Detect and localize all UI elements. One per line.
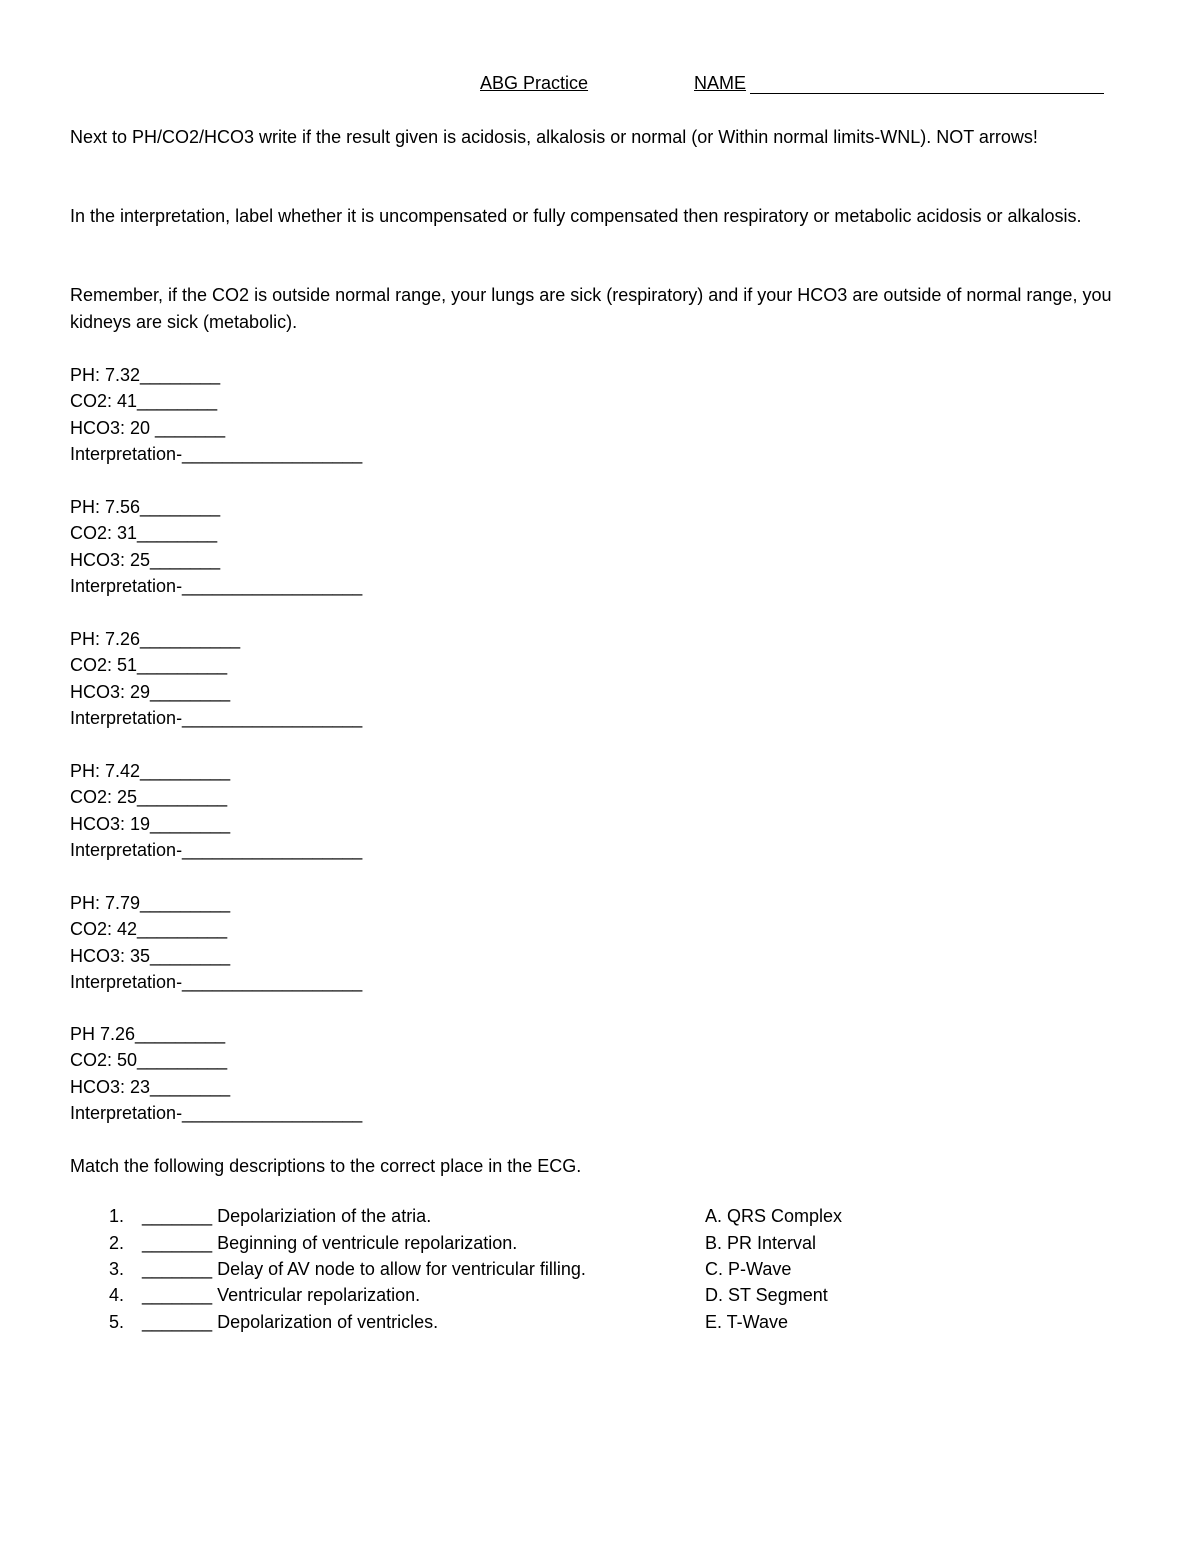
- co2-line[interactable]: CO2: 31________: [70, 523, 218, 544]
- hco3-line[interactable]: HCO3: 20 _______: [70, 417, 226, 438]
- abg-problem-1: [70, 362, 362, 468]
- abg-problem-3: [70, 626, 362, 732]
- hco3-line[interactable]: HCO3: 25_______: [70, 549, 221, 570]
- answer-option: E. T-Wave: [705, 1312, 789, 1332]
- matching-prompt: Match the following descriptions to the correct place in the ECG.: [70, 1156, 582, 1176]
- item-description[interactable]: _______ Depolariziation of the atria.: [142, 1206, 432, 1226]
- interpretation-line[interactable]: Interpretation-__________________: [70, 444, 363, 465]
- interpretation-line[interactable]: Interpretation-__________________: [70, 708, 363, 729]
- co2-line[interactable]: CO2: 50_________: [70, 1050, 228, 1071]
- co2-line[interactable]: CO2: 51_________: [70, 655, 228, 676]
- matching-item: [0, 1203, 1200, 1230]
- header: [0, 73, 1200, 99]
- item-number: 2.: [108, 1233, 124, 1253]
- name-label: NAME: [694, 73, 747, 93]
- document-title: ABG Practice: [480, 73, 589, 93]
- interpretation-line[interactable]: Interpretation-__________________: [70, 1103, 363, 1124]
- matching-item: [0, 1282, 1200, 1309]
- co2-line[interactable]: CO2: 41________: [70, 391, 218, 412]
- co2-line[interactable]: CO2: 42_________: [70, 919, 228, 940]
- matching-item: [0, 1230, 1200, 1257]
- ph-line[interactable]: PH 7.26_________: [70, 1024, 226, 1044]
- name-blank-line[interactable]: [750, 93, 1104, 94]
- item-description[interactable]: _______ Delay of AV node to allow for ventricular filling.: [142, 1259, 586, 1279]
- matching-item: [0, 1309, 1200, 1336]
- answer-option: D. ST Segment: [705, 1285, 828, 1305]
- abg-problem-5: [70, 890, 362, 996]
- abg-problem-2: [70, 494, 362, 600]
- item-number: 3.: [108, 1259, 124, 1279]
- abg-problem-4: [70, 758, 362, 864]
- hco3-line[interactable]: HCO3: 29________: [70, 681, 231, 702]
- ph-line[interactable]: PH: 7.32________: [70, 365, 221, 385]
- item-description[interactable]: _______ Beginning of ventricule repolarization.: [142, 1233, 518, 1253]
- instruction-1: Next to PH/CO2/HCO3 write if the result given is acidosis, alkalosis or normal (or Within normal limits-WNL). NOT arrows!: [70, 127, 1038, 147]
- item-number: 1.: [108, 1206, 124, 1226]
- instruction-2: In the interpretation, label whether it is uncompensated or fully compensated then respiratory or metabolic acidosis or alkalosis.: [70, 206, 1082, 226]
- ph-line[interactable]: PH: 7.42_________: [70, 761, 231, 781]
- item-description[interactable]: _______ Depolarization of ventricles.: [142, 1312, 439, 1332]
- abg-problem-6: [70, 1021, 362, 1127]
- item-description[interactable]: _______ Ventricular repolarization.: [142, 1285, 421, 1305]
- interpretation-line[interactable]: Interpretation-__________________: [70, 576, 363, 597]
- interpretation-line[interactable]: Interpretation-__________________: [70, 840, 363, 861]
- answer-option: B. PR Interval: [705, 1233, 817, 1253]
- hco3-line[interactable]: HCO3: 23________: [70, 1076, 231, 1097]
- interpretation-line[interactable]: Interpretation-__________________: [70, 972, 363, 993]
- matching-item: [0, 1256, 1200, 1283]
- hco3-line[interactable]: HCO3: 35________: [70, 945, 231, 966]
- ph-line[interactable]: PH: 7.79_________: [70, 893, 231, 913]
- ph-line[interactable]: PH: 7.56________: [70, 497, 221, 517]
- instruction-3: Remember, if the CO2 is outside normal range, your lungs are sick (respiratory) and if your HCO3 are outside of normal range, you kidneys are sick (metabolic).: [70, 285, 1112, 332]
- item-number: 4.: [108, 1285, 124, 1305]
- answer-option: A. QRS Complex: [705, 1206, 843, 1226]
- item-number: 5.: [108, 1312, 124, 1332]
- co2-line[interactable]: CO2: 25_________: [70, 787, 228, 808]
- answer-option: C. P-Wave: [705, 1259, 792, 1279]
- hco3-line[interactable]: HCO3: 19________: [70, 813, 231, 834]
- ph-line[interactable]: PH: 7.26__________: [70, 629, 241, 649]
